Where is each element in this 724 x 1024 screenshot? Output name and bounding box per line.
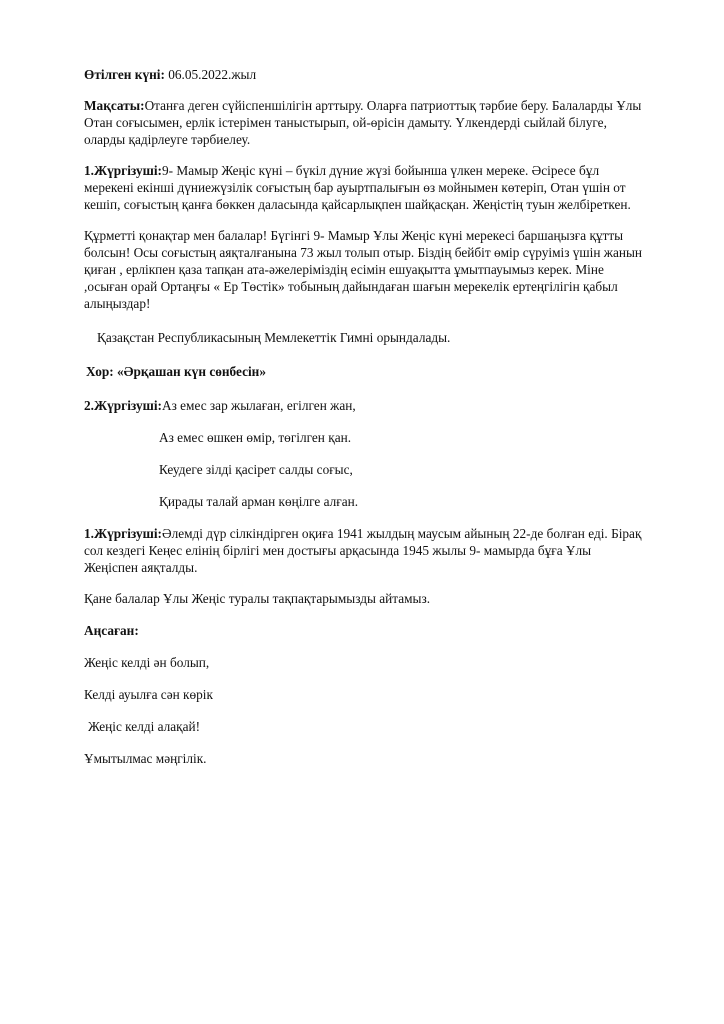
choir-text: Хор: «Әрқашан күн сөнбесін»	[86, 364, 266, 379]
poem-line: Жеңіс келді алақай!	[88, 719, 201, 734]
host2-first-line: Аз емес зар жылаған, егілген жан,	[161, 398, 356, 413]
goal-text: Отанға деген сүйіспеншілігін арттыру. Оларға патриоттық тәрбие беру. Балаларды Ұлы Отан соғысымен, ерлік істерімен таныстырып, ой-өрісін дамыту. Үлкендерді сыйлай білуге, оларды қадірлеуге тәрбиелеу.	[84, 98, 642, 147]
goal-paragraph	[84, 97, 644, 148]
document-page	[84, 66, 644, 782]
singer-label: Аңсаған:	[84, 623, 139, 638]
goal-label: Мақсаты:	[84, 98, 145, 113]
verse-line: Аз емес өшкен өмір, төгілген қан.	[159, 430, 352, 445]
verse-line: Қирады талай арман көңілге алған.	[159, 494, 359, 509]
choir-heading	[86, 363, 644, 380]
host1-intro-text: 9- Мамыр Жеңіс күні – бүкіл дүние жүзі бойынша үлкен мереке. Әсіресе бұл мерекені екінші дүниежүзілік соғыстың бар ауыртпалығын өз мойнымен көтеріп, Отан үшін от кешіп, соғыстың қанға бөккен даласында қайсарлықпен шайқасқан. Жеңістің туын желбіреткен.	[84, 163, 631, 212]
host1-intro-label: 1.Жүргізуші:	[84, 163, 162, 178]
host2-paragraph	[84, 397, 644, 414]
verse-line: Кеудеге зілді қасірет салды соғыс,	[159, 462, 353, 477]
poem-line: Ұмытылмас мәңгілік.	[84, 751, 207, 766]
host1-intro-paragraph	[84, 162, 644, 213]
host1-history-paragraph	[84, 525, 644, 576]
host1-history-text: Әлемді дүр сілкіндірген оқиға 1941 жылдың маусым айының 22-де болған еді. Бірақ сол кездегі Кеңес елінің бірлігі мен достығы арқасында 1945 жылы 9- мамырда бұға Ұлы Жеңіспен аяқталды.	[84, 526, 642, 575]
event-date-label: Өтілген күні:	[84, 67, 165, 82]
host1-history-label: 1.Жүргізуші:	[84, 526, 162, 541]
singer-heading	[84, 622, 644, 639]
anthem-line: Қазақстан Республикасының Мемлекеттік Гимні орындалады.	[97, 330, 451, 345]
event-date-value: 06.05.2022.жыл	[164, 67, 257, 82]
host2-label: 2.Жүргізуші:	[84, 398, 162, 413]
event-date	[84, 66, 644, 83]
poem-line: Жеңіс келді ән болып,	[84, 655, 210, 670]
kids-intro-line: Қане балалар Ұлы Жеңіс туралы тақпақтарымызды айтамыз.	[84, 591, 431, 606]
poem-line: Келді ауылға сән көрік	[84, 687, 213, 702]
welcome-paragraph: Құрметті қонақтар мен балалар! Бүгінгі 9- Мамыр Ұлы Жеңіс күні мерекесі баршаңызға құтты болсын! Осы соғыстың аяқталғанына 73 жыл толып отыр. Біздің бейбіт өмір сүруіміз үшін жанын қиған , ерлікпен қаза тапқан ата-әжелеріміздің есімін ешуақытта ұмытпауымыз керек. Міне ,осыған орай Ортаңғы « Ер Төстік» тобының дайындаған шағын мерекелік ертеңгілігін қабыл алыңыздар!	[84, 228, 643, 311]
